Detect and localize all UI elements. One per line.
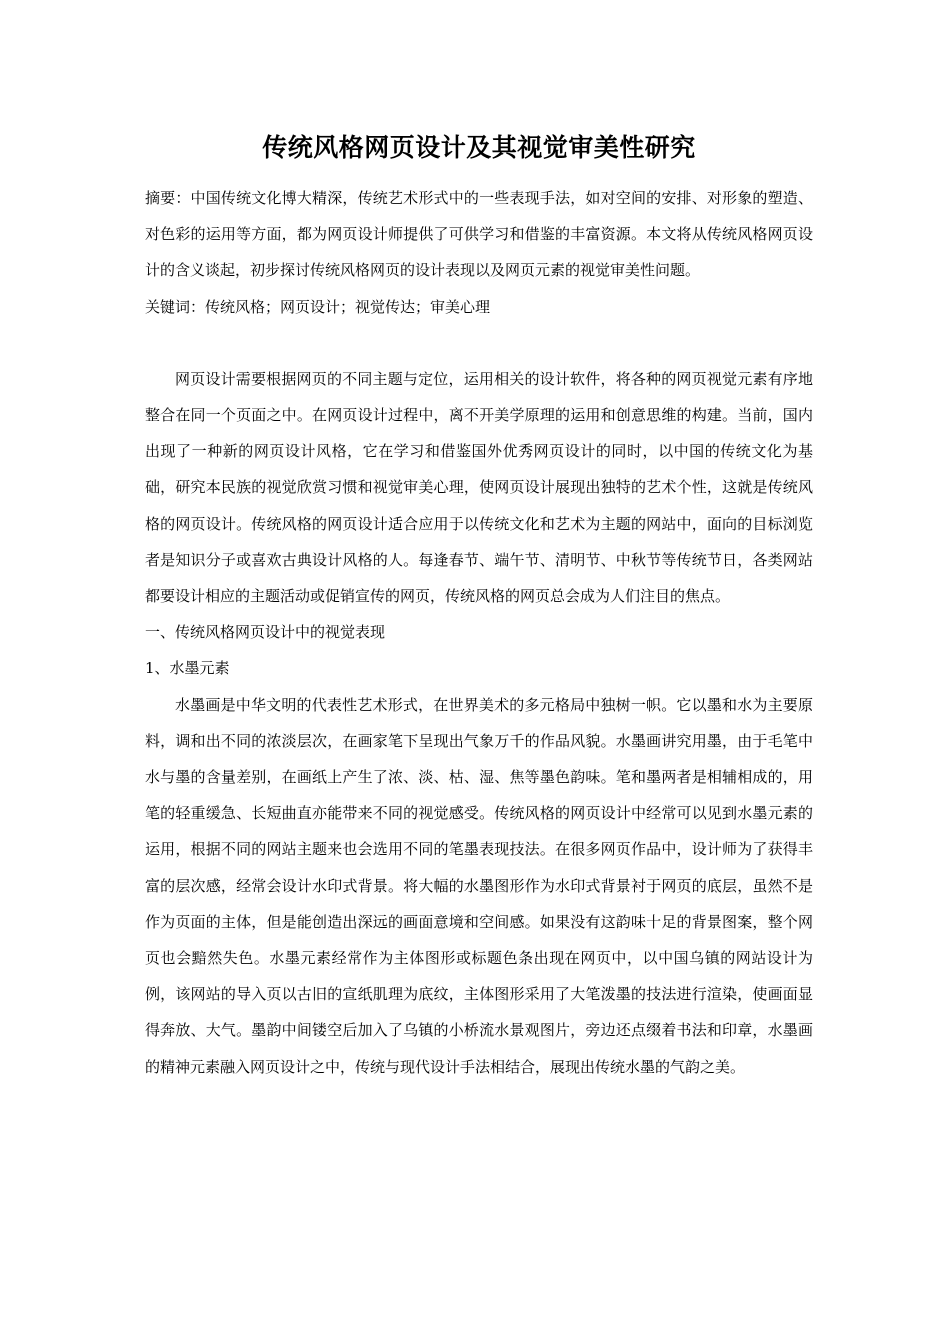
section-heading: 一、传统风格网页设计中的视觉表现 — [145, 623, 386, 642]
document-page — [145, 128, 813, 1085]
document-title: 传统风格网页设计及其视觉审美性研究 — [262, 133, 696, 162]
abstract-paragraph: 摘要：中国传统文化博大精深，传统艺术形式中的一些表现手法，如对空间的安排、对形象的塑造、对色彩的运用等方面，都为网页设计师提供了可供学习和借鉴的丰富资源。本文将从传统风格网页设计的含义谈起，初步探讨传统风格网页的设计表现以及网页元素的视觉审美性问题。 — [145, 189, 813, 280]
body-paragraph: 水墨画是中华文明的代表性艺术形式，在世界美术的多元格局中独树一帜。它以墨和水为主要原料，调和出不同的浓淡层次，在画家笔下呈现出气象万千的作品风貌。水墨画讲究用墨，由于毛笔中水与墨的含量差别，在画纸上产生了浓、淡、枯、湿、焦等墨色韵味。笔和墨两者是相辅相成的，用笔的轻重缓急、长短曲直亦能带来不同的视觉感受。传统风格的网页设计中经常可以见到水墨元素的运用，根据不同的网站主题来也会选用不同的笔墨表现技法。在很多网页作品中，设计师为了获得丰富的层次感，经常会设计水印式背景。将大幅的水墨图形作为水印式背景衬于网页的底层，虽然不是作为页面的主体，但是能创造出深远的画面意境和空间感。如果没有这韵味十足的背景图案，整个网页也会黯然失色。水墨元素经常作为主体图形或标题色条出现在网页中，以中国乌镇的网站设计为例，该网站的导入页以古旧的宣纸肌理为底纹，主体图形采用了大笔泼墨的技法进行渲染，使画面显得奔放、大气。墨韵中间镂空后加入了乌镇的小桥流水景观图片，旁边还点缀着书法和印章，水墨画的精神元素融入网页设计之中，传统与现代设计手法相结合，展现出传统水墨的气韵之美。 — [145, 695, 813, 1076]
subsection-heading: 1、水墨元素 — [145, 659, 230, 678]
intro-paragraph: 网页设计需要根据网页的不同主题与定位，运用相关的设计软件，将各种的网页视觉元素有序地整合在同一个页面之中。在网页设计过程中，离不开美学原理的运用和创意思维的构建。当前，国内出现了一种新的网页设计风格，它在学习和借鉴国外优秀网页设计的同时，以中国的传统文化为基础，研究本民族的视觉欣赏习惯和视觉审美心理，使网页设计展现出独特的艺术个性，这就是传统风格的网页设计。传统风格的网页设计适合应用于以传统文化和艺术为主题的网站中，面向的目标浏览者是知识分子或喜欢古典设计风格的人。每逢春节、端午节、清明节、中秋节等传统节日，各类网站都要设计相应的主题活动或促销宣传的网页，传统风格的网页总会成为人们注目的焦点。 — [145, 369, 813, 606]
keywords-line: 关键词：传统风格；网页设计；视觉传达；审美心理 — [145, 297, 491, 316]
